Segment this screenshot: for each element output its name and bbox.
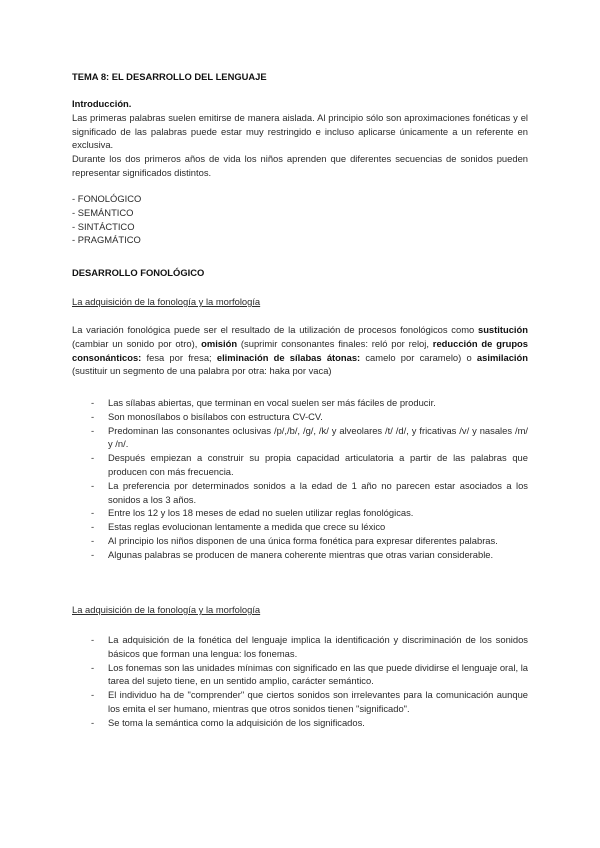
levels-list	[72, 192, 528, 247]
level-item: - FONOLÓGICO	[72, 193, 142, 204]
phonetics-bullet-list	[72, 633, 528, 730]
list-item	[72, 410, 528, 424]
list-item-text: Predominan las consonantes oclusivas /p/,/b/, /g/, /k/ y alveolares /t/ /d/, y fricativas /v/ y nasales /m/ y /n/.	[108, 424, 528, 450]
phonological-processes-paragraph	[72, 323, 528, 378]
list-item-text: Los fonemas son las unidades mínimas con significado en las que puede dividirse el lenguaje oral, la tarea del sujeto tiene, en un sentido amplio, carácter semántico.	[108, 661, 528, 687]
list-item	[72, 534, 528, 548]
dash-bullet: -	[91, 479, 95, 491]
dash-bullet: -	[91, 452, 95, 464]
dash-bullet: -	[91, 521, 95, 533]
text-segment: (cambiar un sonido por otro),	[72, 337, 202, 349]
text-segment: (sustituir un segmento de una palabra por otra: haka por vaca)	[72, 365, 332, 377]
list-item	[72, 479, 528, 507]
list-item	[72, 716, 528, 730]
list-item-text: Estas reglas evolucionan lentamente a medida que crece su léxico	[108, 521, 386, 533]
section-heading: DESARROLLO FONOLÓGICO	[72, 267, 205, 278]
dash-bullet: -	[91, 507, 95, 519]
list-item-text: Son monosílabos o bisílabos con estructura CV-CV.	[108, 410, 323, 422]
list-item	[72, 661, 528, 689]
list-item-text: Después empiezan a construir su propia capacidad articulatoria a partir de las palabras que producen con más frecuencia.	[108, 452, 528, 477]
intro-paragraph-2: Durante los dos primeros años de vida los niños aprenden que diferentes secuencias de sonidos pueden representar significados distintos.	[72, 153, 528, 178]
list-item	[72, 688, 528, 716]
bold-term: omisión	[201, 337, 238, 349]
bold-term: eliminación de sílabas átonas:	[216, 351, 361, 363]
dash-bullet: -	[91, 548, 95, 560]
list-item	[72, 520, 528, 534]
list-item	[72, 396, 528, 410]
phonology-bullet-list	[72, 396, 528, 562]
dash-bullet: -	[91, 424, 95, 436]
list-item-text: Algunas palabras se producen de manera coherente mientras que otras varian considerable.	[108, 548, 494, 560]
intro-paragraph-1: Las primeras palabras suelen emitirse de manera aislada. Al principio sólo son aproximaciones fonéticas y el significado de las palabras puede estar muy restringido e incluso aplicarse únicamente a un referente en exclusiva.	[72, 111, 528, 151]
dash-bullet: -	[91, 661, 95, 673]
level-item: - PRAGMÁTICO	[72, 234, 141, 246]
dash-bullet: -	[91, 397, 95, 408]
intro-section	[72, 97, 528, 180]
list-item-text: Entre los 12 y los 18 meses de edad no suelen utilizar reglas fonológicas.	[108, 507, 414, 519]
list-item	[72, 548, 528, 562]
section-subheading: La adquisición de la fonología y la morfología	[72, 296, 261, 307]
list-item-text: Las sílabas abiertas, que terminan en vocal suelen ser más fáciles de producir.	[108, 397, 436, 408]
dash-bullet: -	[91, 689, 95, 701]
text-segment: La variación fonológica puede ser el resultado de la utilización de procesos fonológicos como	[72, 324, 478, 335]
list-item-text: La preferencia por determinados sonidos a la edad de 1 año no parecen estar asociados a los sonidos a los 3 años.	[108, 479, 528, 505]
text-segment: (suprimir consonantes finales: reló por reloj,	[237, 337, 433, 349]
text-segment: fesa por fresa;	[141, 351, 217, 363]
list-item	[72, 451, 528, 479]
document-title: TEMA 8: EL DESARROLLO DEL LENGUAJE	[72, 71, 267, 82]
text-segment: camelo por caramelo) o	[360, 351, 477, 363]
section-subheading-2: La adquisición de la fonología y la morfología	[72, 604, 261, 615]
level-item: - SINTÁCTICO	[72, 220, 135, 232]
intro-heading: Introducción.	[72, 98, 132, 109]
dash-bullet: -	[91, 716, 95, 728]
list-item	[72, 633, 528, 661]
dash-bullet: -	[91, 410, 95, 422]
dash-bullet: -	[91, 634, 95, 645]
bold-term: asimilación	[476, 351, 528, 363]
level-item: - SEMÁNTICO	[72, 206, 134, 218]
list-item-text: Al principio los niños disponen de una única forma fonética para expresar diferentes palabras.	[108, 534, 498, 546]
list-item	[72, 424, 528, 452]
dash-bullet: -	[91, 534, 95, 546]
bold-term: reducción de grupos consonánticos:	[72, 337, 528, 363]
bold-term: sustitución	[477, 324, 528, 335]
list-item	[72, 506, 528, 520]
list-item-text: La adquisición de la fonética del lenguaje implica la identificación y discriminación de los sonidos básicos que forman una lengua: los fonemas.	[108, 634, 528, 659]
list-item-text: El individuo ha de "comprender" que ciertos sonidos son irrelevantes para la comunicación aunque los emita el ser humano, mientras que otros sonidos tienen "significado".	[108, 689, 528, 714]
list-item-text: Se toma la semántica como la adquisición de los significados.	[108, 716, 365, 728]
